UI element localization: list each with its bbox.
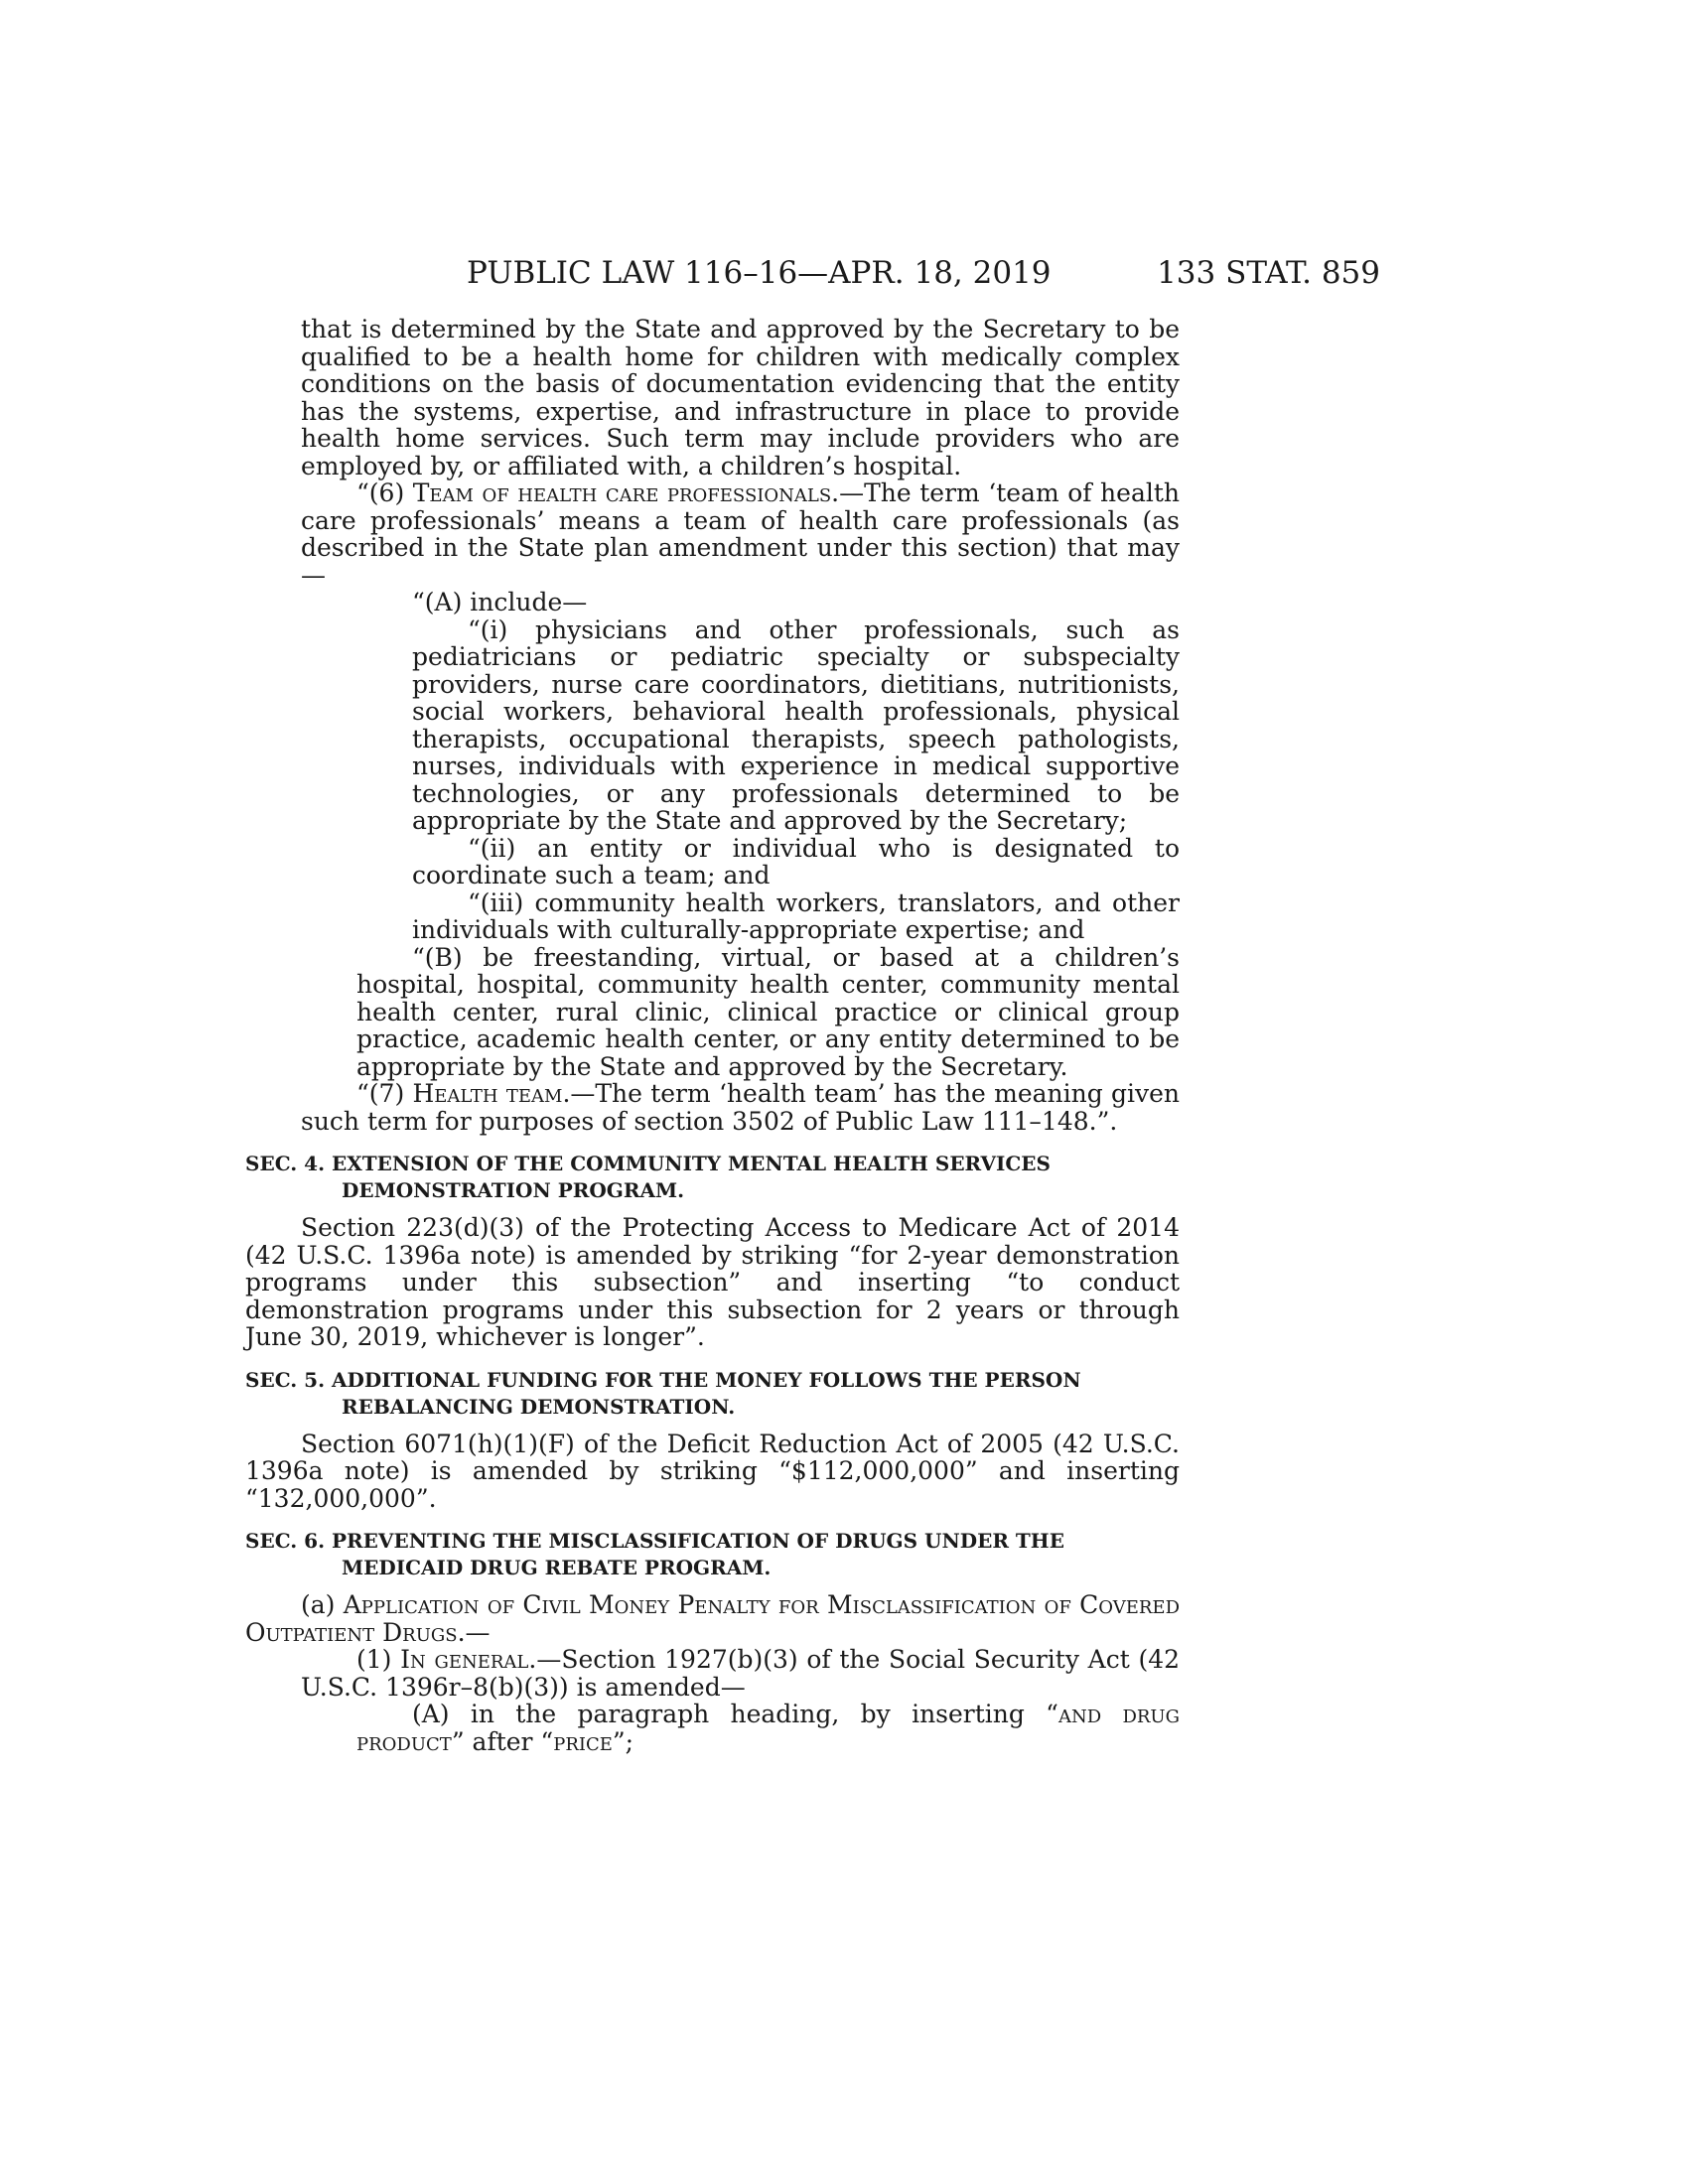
clause-ii: “(ii) an entity or individual who is designated to coordinate such a team; and (412, 833, 1180, 889)
paragraph-6 (301, 479, 1180, 589)
paragraph-continuation: that is determined by the State and approved by the Secretary to be qualified to be a health home for children with medically complex conditions on the basis of documentation evidencing that the entity has the systems, expertise, and infrastructure in place to provide health home services. Such term may include providers who are employed by, or affiliated with, a children’s hospital. (301, 315, 1180, 480)
document-body (245, 315, 1181, 1756)
subsection-a (245, 1591, 1180, 1646)
amendment-text-start: (A) in the paragraph heading, by inserting “ (412, 1700, 1058, 1728)
paragraph-7 (301, 1080, 1180, 1135)
amendment-text-end: ”; (612, 1726, 634, 1756)
running-head-title: PUBLIC LAW 116–16—APR. 18, 2019 (467, 255, 1052, 291)
subparagraph-a: “(A) include— (412, 588, 588, 616)
page-header (467, 253, 1380, 293)
subsection-a-heading: Application of Civil Money Penalty for Misclassification of Covered Outpatient Drugs (245, 1590, 1180, 1647)
paragraph-6-number: “(6) (356, 478, 413, 507)
section-5-text: Section 6071(h)(1)(F) of the Deficit Reduction Act of 2005 (42 U.S.C. 1396a note) is amended by striking “$112,000,000” and inserting “132,000,000”. (245, 1429, 1180, 1513)
amendment-anchor-term: price (553, 1726, 613, 1756)
sections-block (245, 1151, 1180, 1755)
paragraph-6-heading: Team of health care professionals (412, 478, 832, 507)
amendment-inserted-term: and drug product (356, 1700, 1180, 1756)
amendment-text-middle: ” after “ (451, 1726, 554, 1756)
paragraph-1-text: .—Section 1927(b)(3) of the Social Security Act (42 U.S.C. 1396r–8(b)(3)) is amended— (301, 1645, 1181, 1702)
section-4-heading: SEC. 4. EXTENSION OF THE COMMUNITY MENTAL HEALTH SERVICES DEMONSTRATION PROGRAM. (245, 1152, 1051, 1202)
paragraph-6-text: .—The term ‘team of health care professionals’ means a team of health care professionals (as described in the State plan amendment under this section) that may— (301, 478, 1180, 590)
paragraph-7-text: .—The term ‘health team’ has the meaning given such term for purposes of section 3502 of Public Law 111–148.”. (301, 1079, 1180, 1136)
section-5-heading: SEC. 5. ADDITIONAL FUNDING FOR THE MONEY FOLLOWS THE PERSON REBALANCING DEMONSTRATION. (245, 1367, 1081, 1419)
page-number: 133 STAT. 859 (1157, 255, 1380, 291)
section-4-text: Section 223(d)(3) of the Protecting Access to Medicare Act of 2014 (42 U.S.C. 1396a note) is amended by striking “for 2-year demonstration programs under this subsection” and inserting “to conduct demonstration programs under this subsection for 2 years or through June 30, 2019, whichever is longer”. (245, 1213, 1180, 1351)
subparagraph-b: “(B) be freestanding, virtual, or based at a children’s hospital, hospital, community health center, community mental health center, rural clinic, clinical practice or clinical group practice, academic health center, or any entity determined to be appropriate by the State and approved by the Secretary. (356, 942, 1180, 1081)
subparagraph-a-amendment (245, 1701, 1180, 1755)
section-6-heading: SEC. 6. PREVENTING THE MISCLASSIFICATION OF DRUGS UNDER THE MEDICAID DRUG REBATE PROGRAM. (245, 1529, 1064, 1579)
clause-iii: “(iii) community health workers, translators, and other individuals with culturally-appropriate expertise; and (412, 887, 1180, 944)
paragraph-1-number: (1) (356, 1645, 401, 1674)
paragraph-7-number: “(7) (356, 1079, 413, 1108)
clause-i: “(i) physicians and other professionals, such as pediatricians or pediatric specialty or subspecialty providers, nurse care coordinators, dietitians, nutritionists, social workers, behavioral health professionals, physical therapists, occupational therapists, speech pathologists, nurses, individuals with experience in medical supportive technologies, or any professionals determined to be appropriate by the State and approved by the Secretary; (412, 614, 1180, 835)
paragraph-1-heading: In general (400, 1645, 529, 1674)
subsection-a-number: (a) (301, 1590, 344, 1619)
paragraph-7-heading: Health team (412, 1079, 563, 1108)
subsection-a-text: .— (457, 1617, 491, 1647)
paragraph-1 (245, 1646, 1180, 1701)
